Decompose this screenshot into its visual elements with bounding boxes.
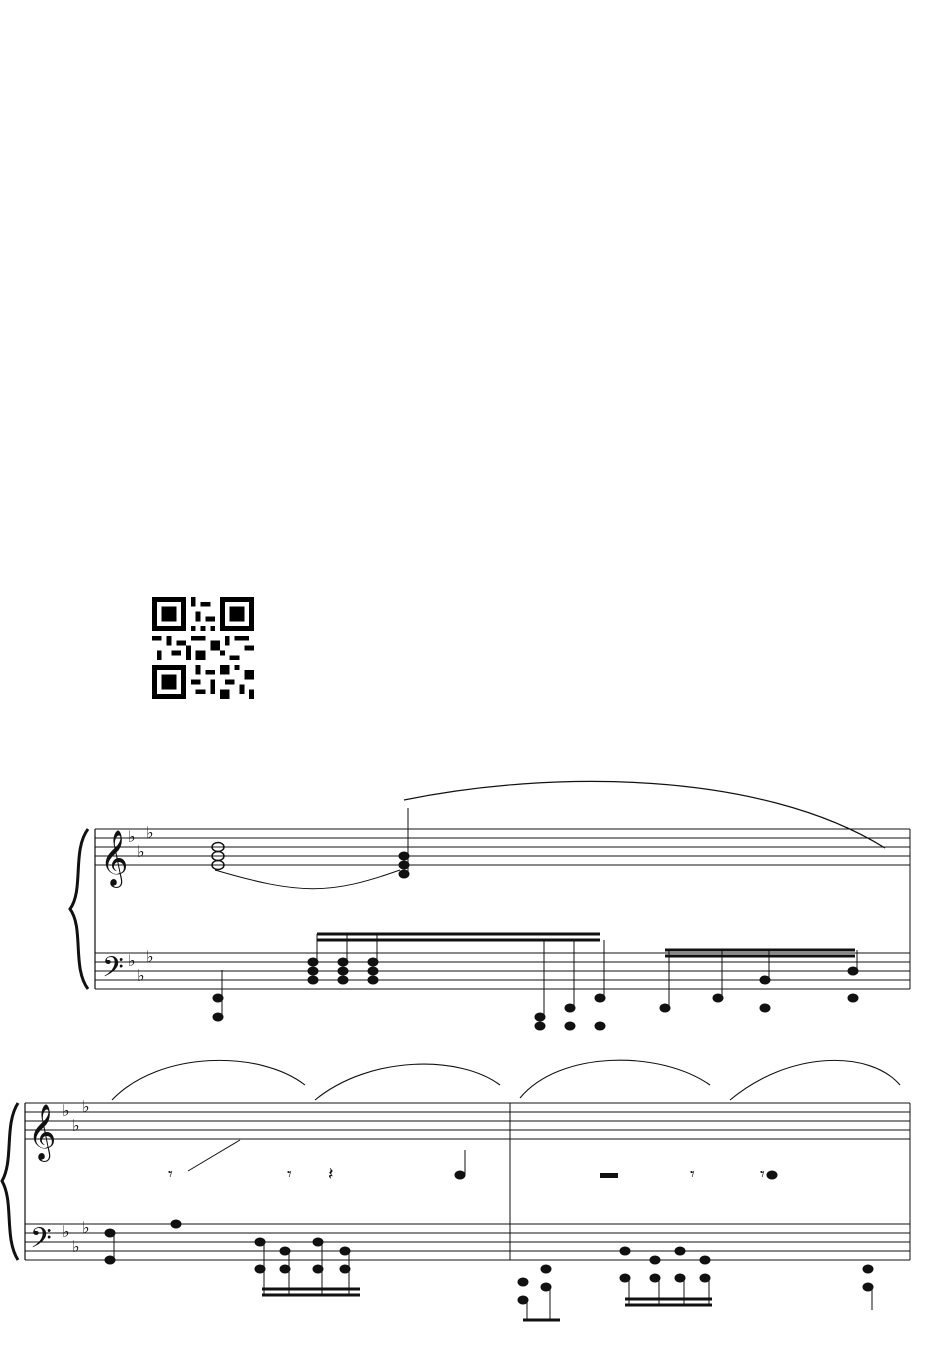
svg-text:𝄽: 𝄽 bbox=[328, 1164, 334, 1185]
treble-staff-system-2 bbox=[25, 1103, 910, 1139]
slurs-system-2 bbox=[112, 1060, 900, 1100]
flat-icon: ♭ bbox=[62, 1101, 70, 1120]
flat-icon: ♭ bbox=[128, 951, 136, 970]
bass-staff-system-1 bbox=[95, 953, 910, 989]
bass-notes-system-2 bbox=[105, 1220, 873, 1320]
inner-voice-system-2 bbox=[188, 1140, 777, 1179]
brace-system-1 bbox=[70, 829, 88, 989]
treble-notes-system-1 bbox=[212, 781, 885, 888]
bass-staff-system-2 bbox=[25, 1224, 910, 1260]
svg-text:𝄾: 𝄾 bbox=[760, 1164, 765, 1185]
brace-system-2 bbox=[2, 1103, 18, 1260]
rests-system-2 bbox=[168, 1164, 765, 1185]
flat-icon: ♭ bbox=[82, 1218, 90, 1237]
treble-clef-icon: 𝄞 bbox=[28, 1104, 57, 1160]
flat-icon: ♭ bbox=[137, 966, 145, 985]
treble-clef-icon: 𝄞 bbox=[100, 830, 129, 886]
bass-clef-icon: 𝄢 bbox=[102, 951, 124, 991]
bass-clef-icon: 𝄢 bbox=[30, 1222, 52, 1262]
flat-icon: ♭ bbox=[128, 827, 136, 846]
flat-icon: ♭ bbox=[72, 1237, 80, 1256]
flat-icon: ♭ bbox=[146, 823, 154, 842]
flat-icon: ♭ bbox=[62, 1222, 70, 1241]
treble-staff-system-1 bbox=[95, 829, 910, 865]
svg-text:𝄾: 𝄾 bbox=[168, 1164, 173, 1185]
svg-text:𝄾: 𝄾 bbox=[287, 1164, 292, 1185]
svg-text:𝄾: 𝄾 bbox=[690, 1164, 695, 1185]
flat-icon: ♭ bbox=[82, 1097, 90, 1116]
flat-icon: ♭ bbox=[146, 947, 154, 966]
flat-icon: ♭ bbox=[72, 1116, 80, 1135]
bass-notes-system-1 bbox=[213, 934, 858, 1030]
flat-icon: ♭ bbox=[137, 842, 145, 861]
